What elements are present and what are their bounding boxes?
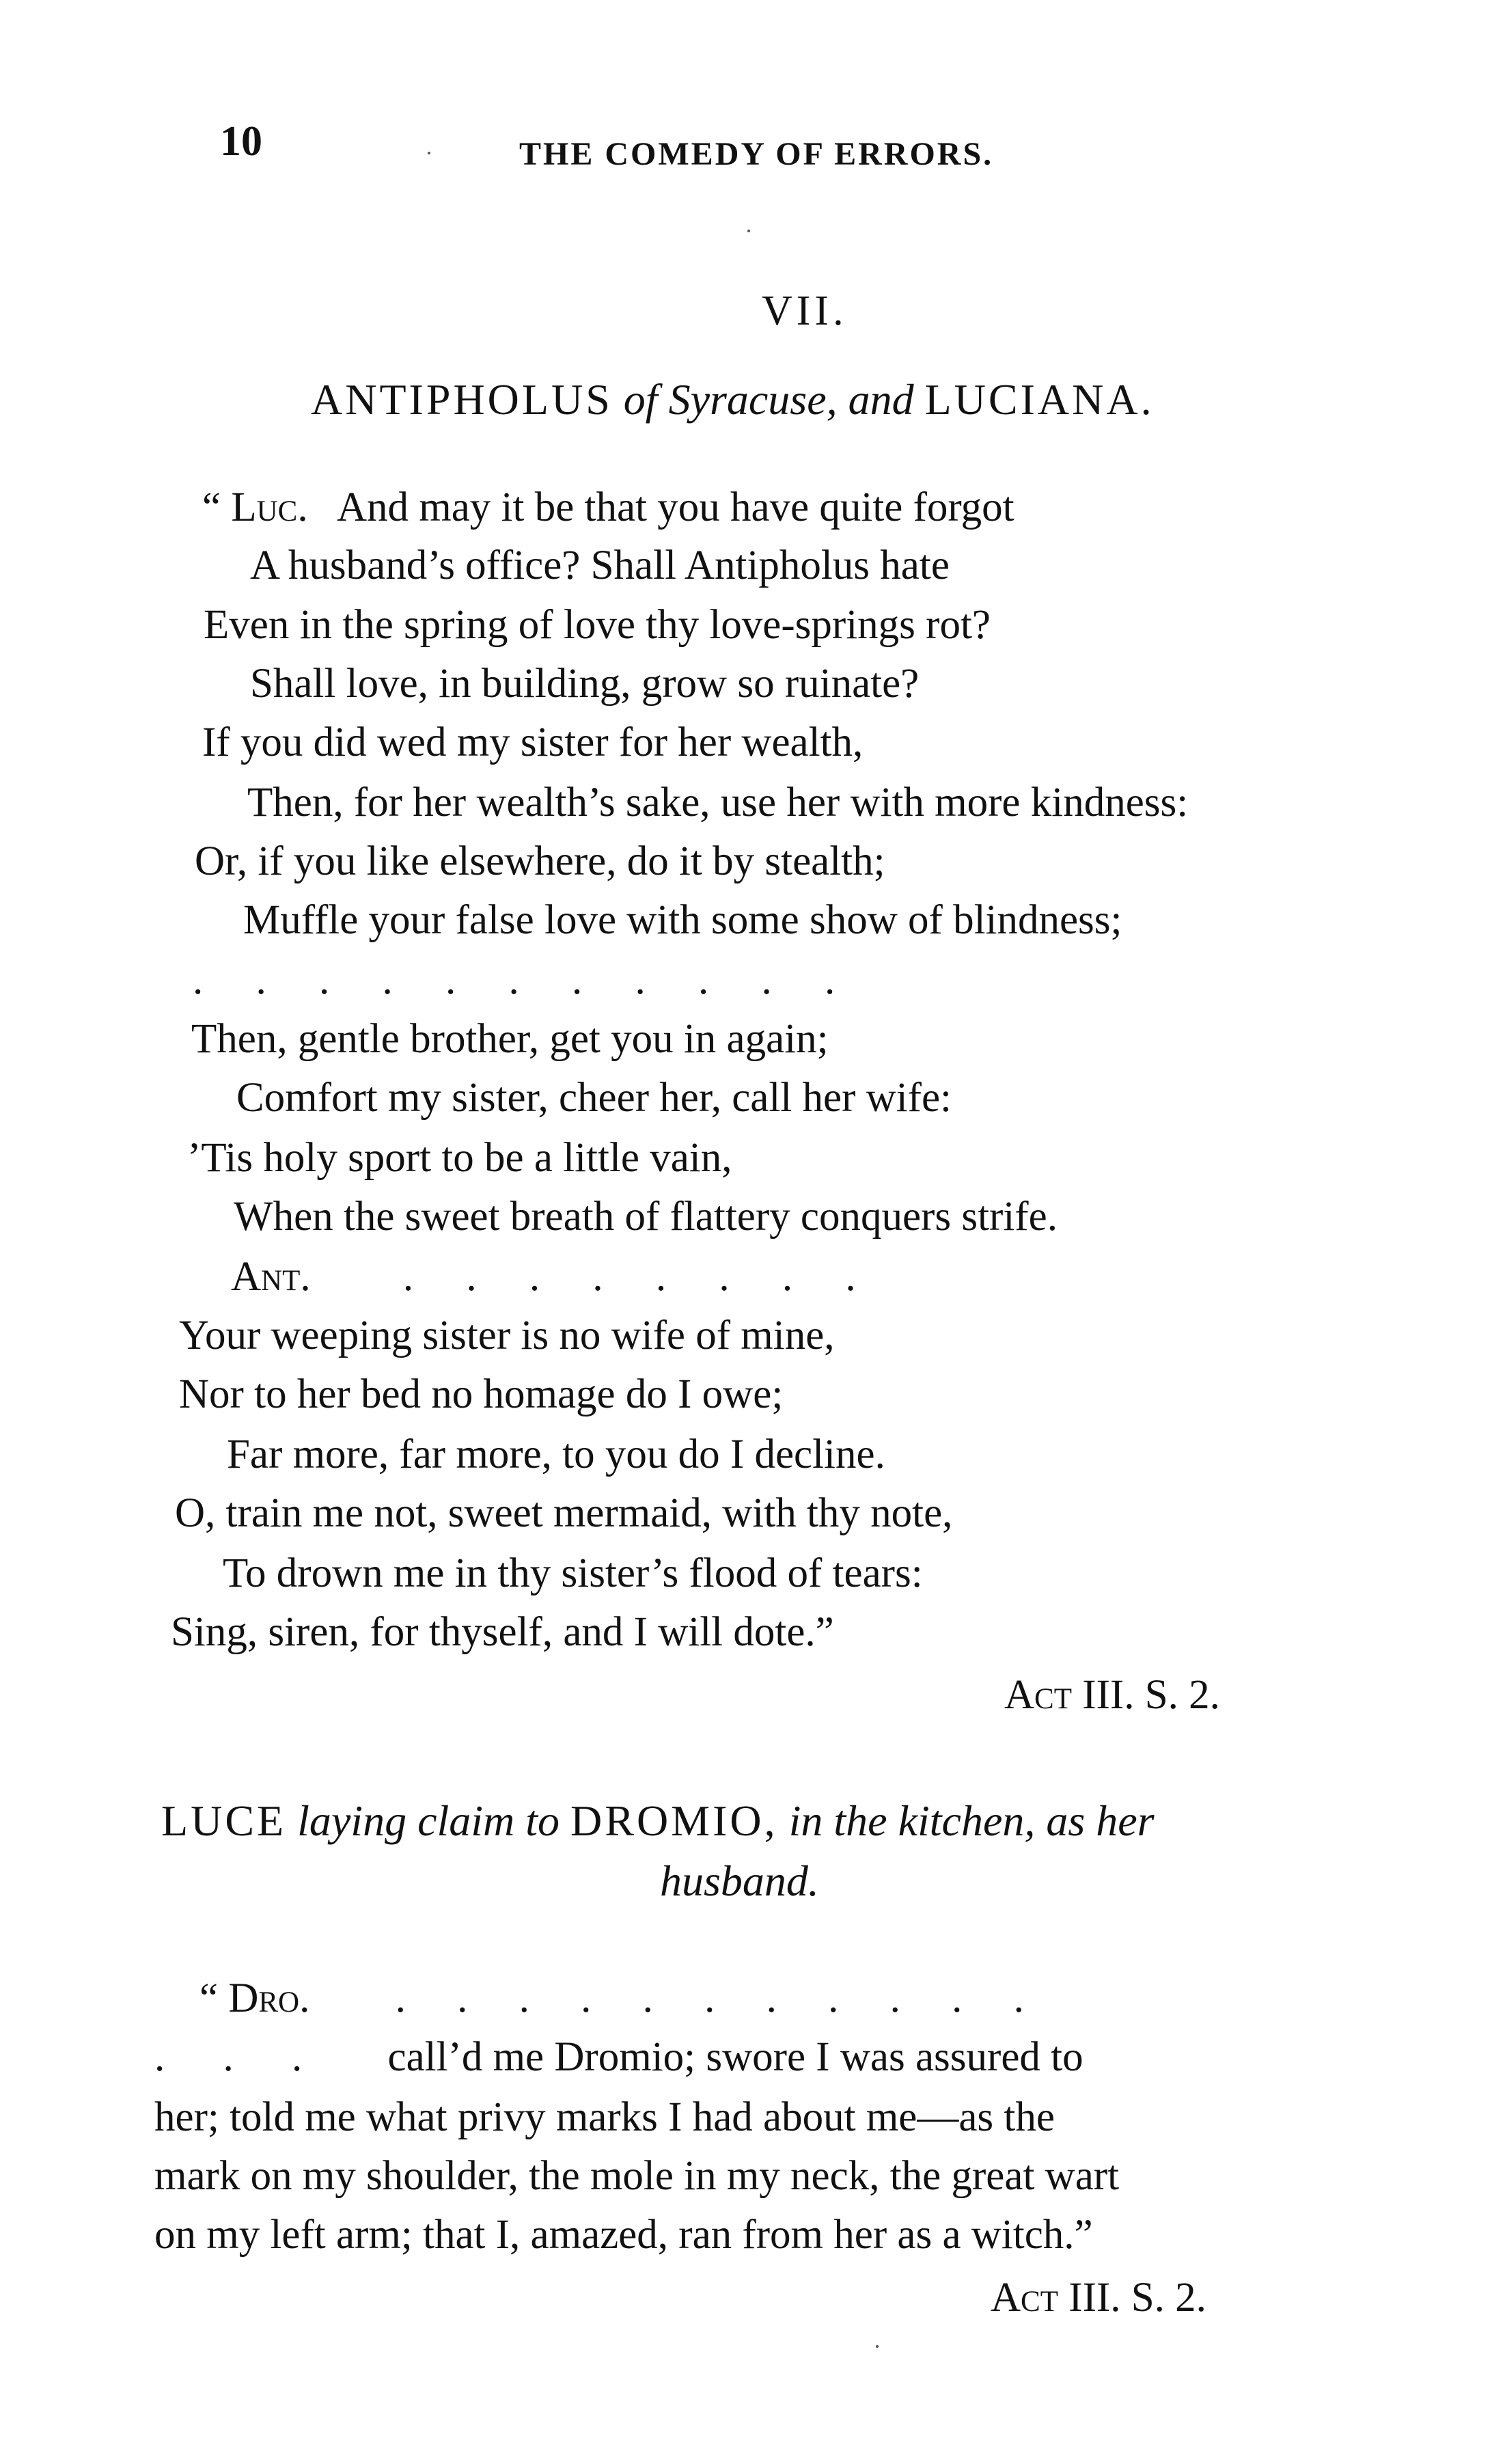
heading-name-luciana: LUCIANA. bbox=[924, 375, 1155, 424]
verse-line: Far more, far more, to you do I decline. bbox=[227, 1432, 885, 1477]
act-label: Act bbox=[1004, 1672, 1072, 1718]
verse-line: ’Tis holy sport to be a little vain, bbox=[187, 1135, 732, 1181]
verse-line: Your weeping sister is no wife of mine, bbox=[179, 1313, 835, 1358]
ink-speck bbox=[428, 152, 430, 154]
section-heading bbox=[311, 374, 1155, 425]
verse-line: Then, for her wealth’s sake, use her with more kindness: bbox=[247, 780, 1189, 825]
heading-name-antipholus: ANTIPHOLUS bbox=[311, 375, 613, 424]
page-number: 10 bbox=[220, 118, 262, 165]
ellipsis: . . . . . . . . . . . bbox=[395, 1975, 1024, 2021]
act-scene-number: III. S. 2. bbox=[1082, 1672, 1220, 1718]
verse-line: Then, gentle brother, get you in again; bbox=[191, 1016, 829, 1062]
prose-line: mark on my shoulder, the mole in my neck, the great wart bbox=[154, 2153, 1120, 2199]
act-label: Act bbox=[991, 2275, 1058, 2321]
section-number: VII. bbox=[762, 288, 848, 334]
section-heading-continued: husband. bbox=[660, 1857, 819, 1905]
speaker-label: “ Dro. bbox=[199, 1975, 310, 2021]
act-scene-reference bbox=[1004, 1671, 1220, 1719]
heading-connector: in the kitchen, as her bbox=[788, 1796, 1155, 1845]
speaker-label: “ Luc. bbox=[202, 484, 308, 530]
verse-line: A husband’s office? Shall Antipholus hate bbox=[250, 543, 950, 588]
prose-line: on my left arm; that I, amazed, ran from her as a witch.” bbox=[154, 2212, 1093, 2258]
verse-line: Shall love, in building, grow so ruinate? bbox=[250, 661, 920, 707]
verse-text: And may it be that you have quite forgot bbox=[336, 484, 1014, 530]
prose-line bbox=[154, 2034, 1083, 2081]
ellipsis: . . . . . . . . bbox=[402, 1254, 856, 1300]
prose-opening bbox=[199, 1975, 1024, 2023]
prose-line: her; told me what privy marks I had about me—as the bbox=[154, 2094, 1055, 2140]
ink-speck bbox=[747, 230, 750, 232]
section-heading bbox=[161, 1796, 1155, 1846]
speaker-label: Ant. bbox=[231, 1254, 311, 1300]
heading-connector: laying claim to bbox=[297, 1796, 560, 1845]
ink-speck bbox=[876, 2345, 879, 2348]
heading-name-luce: LUCE bbox=[161, 1796, 287, 1845]
verse-line: Muffle your false love with some show of blindness; bbox=[243, 897, 1122, 943]
verse-line: When the sweet breath of flattery conquers strife. bbox=[234, 1194, 1058, 1240]
verse-line bbox=[231, 1253, 856, 1301]
verse-line: To drown me in thy sister’s flood of tears: bbox=[223, 1550, 923, 1596]
verse-line: O, train me not, sweet mermaid, with thy note, bbox=[175, 1490, 953, 1536]
verse-line: If you did wed my sister for her wealth, bbox=[202, 720, 864, 765]
verse-line: Comfort my sister, cheer her, call her wife: bbox=[236, 1075, 952, 1121]
verse-line: Even in the spring of love thy love-springs rot? bbox=[204, 602, 991, 648]
verse-line: Or, if you like elsewhere, do it by stealth; bbox=[195, 838, 885, 884]
prose-text: call’d me Dromio; swore I was assured to bbox=[387, 2034, 1083, 2080]
heading-and: and bbox=[848, 375, 914, 424]
act-scene-reference bbox=[991, 2274, 1206, 2322]
heading-of-syracuse: of Syracuse, bbox=[623, 375, 838, 424]
verse-line bbox=[202, 484, 1014, 532]
heading-name-dromio: DROMIO, bbox=[570, 1796, 778, 1845]
ellipsis-line: . . . . . . . . . . . bbox=[193, 957, 836, 1003]
verse-line: Nor to her bed no homage do I owe; bbox=[179, 1371, 784, 1417]
running-title: THE COMEDY OF ERRORS. bbox=[519, 136, 994, 172]
act-scene-number: III. S. 2. bbox=[1068, 2275, 1206, 2321]
verse-line: Sing, siren, for thyself, and I will dote.” bbox=[171, 1609, 834, 1655]
ellipsis: . . . bbox=[154, 2034, 303, 2080]
